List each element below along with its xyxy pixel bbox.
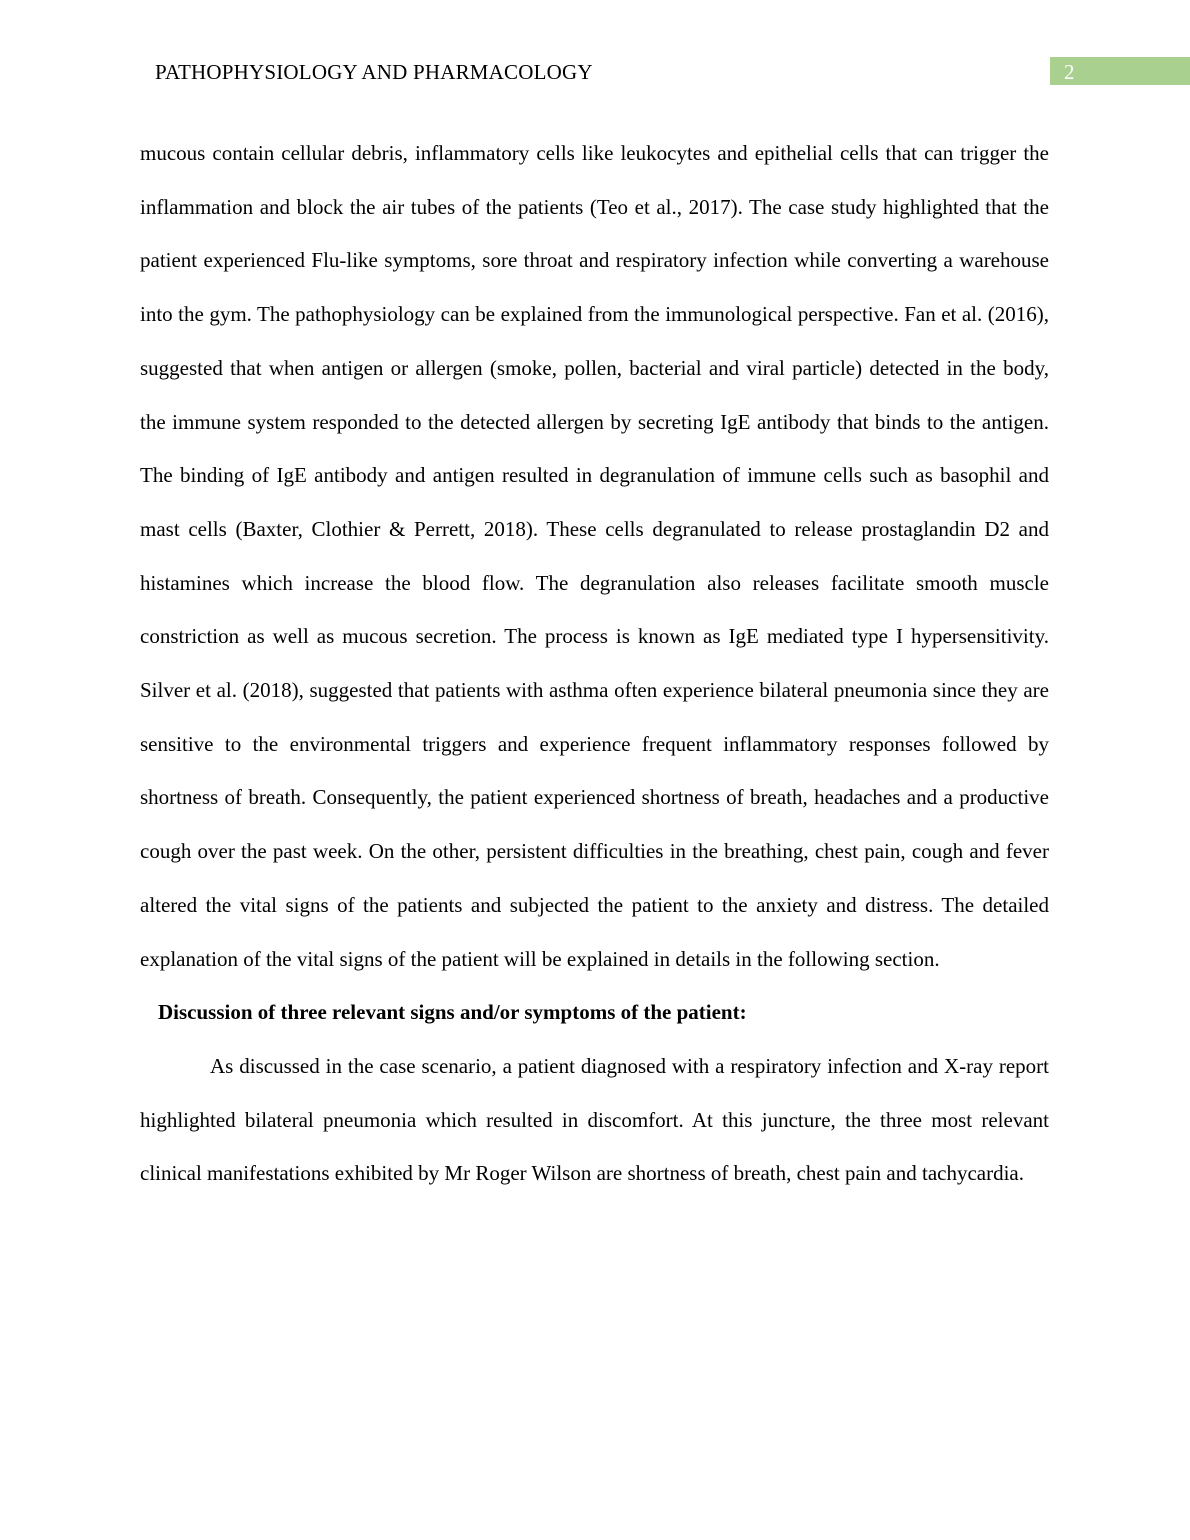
- section-heading: Discussion of three relevant signs and/or symptoms of the patient:: [158, 1000, 747, 1025]
- running-head: PATHOPHYSIOLOGY AND PHARMACOLOGY: [155, 60, 593, 84]
- body-paragraph-1: mucous contain cellular debris, inflammatory cells like leukocytes and epithelial cells that can trigger the inflammation and block the air tubes of the patients (Teo et al., 2017). The case study highlighted that the patient experienced Flu-like symptoms, sore throat and respiratory infection while converting a warehouse into the gym. The pathophysiology can be explained from the immunological perspective. Fan et al. (2016), suggested that when antigen or allergen (smoke, pollen, bacterial and viral particle) detected in the body, the immune system responded to the detected allergen by secreting IgE antibody that binds to the antigen. The binding of IgE antibody and antigen resulted in degranulation of immune cells such as basophil and mast cells (Baxter, Clothier & Perrett, 2018). These cells degranulated to release prostaglandin D2 and histamines which increase the blood flow. The degranulation also releases facilitate smooth muscle constriction as well as mucous secretion. The process is known as IgE mediated type I hypersensitivity. Silver et al. (2018), suggested that patients with asthma often experience bilateral pneumonia since they are sensitive to the environmental triggers and experience frequent inflammatory responses followed by shortness of breath. Consequently, the patient experienced shortness of breath, headaches and a productive cough over the past week. On the other, persistent difficulties in the breathing, chest pain, cough and fever altered the vital signs of the patients and subjected the patient to the anxiety and distress. The detailed explanation of the vital signs of the patient will be explained in details in the following section.: [140, 141, 1049, 971]
- document-body: [140, 127, 1049, 1201]
- page-number-badge: [1050, 57, 1190, 85]
- page-number: 2: [1064, 60, 1075, 84]
- body-paragraph-2: As discussed in the case scenario, a patient diagnosed with a respiratory infection and X-ray report highlighted bilateral pneumonia which resulted in discomfort. At this juncture, the three most relevant clinical manifestations exhibited by Mr Roger Wilson are shortness of breath, chest pain and tachycardia.: [140, 1053, 1049, 1186]
